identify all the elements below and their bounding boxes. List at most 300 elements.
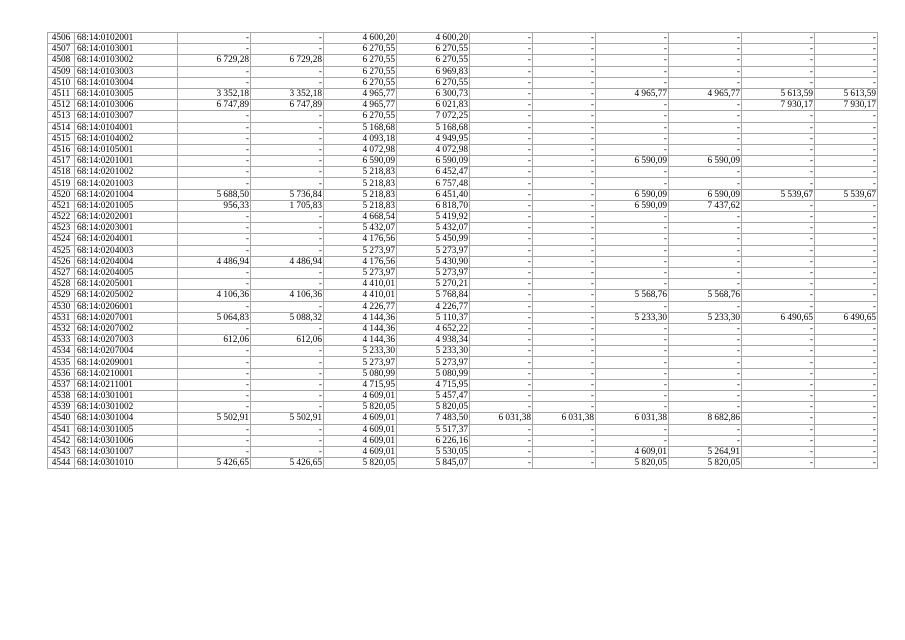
value-cell-1[interactable]: - [178,323,251,334]
value-cell-5[interactable]: - [470,379,533,390]
value-cell-7[interactable]: - [596,357,669,368]
value-cell-3[interactable]: 4 144,36 [324,312,397,323]
value-cell-1[interactable]: 4 106,36 [178,290,251,301]
value-cell-5[interactable]: - [470,357,533,368]
value-cell-8[interactable]: 5 264,91 [669,446,742,457]
cadastral-code-cell[interactable]: 68:14:0301005 [75,424,178,435]
row-number-cell[interactable]: 4528 [48,279,75,290]
value-cell-2[interactable]: 4 486,94 [251,256,324,267]
value-cell-8[interactable]: - [669,301,742,312]
value-cell-6[interactable]: - [533,44,596,55]
value-cell-10[interactable]: - [815,245,878,256]
value-cell-1[interactable]: - [178,133,251,144]
value-cell-10[interactable]: - [815,234,878,245]
value-cell-4[interactable]: 5 233,30 [397,346,470,357]
row-number-cell[interactable]: 4537 [48,379,75,390]
value-cell-7[interactable]: 6 590,09 [596,156,669,167]
value-cell-2[interactable]: - [251,446,324,457]
row-number-cell[interactable]: 4543 [48,446,75,457]
value-cell-1[interactable]: 5 426,65 [178,458,251,469]
value-cell-6[interactable]: - [533,200,596,211]
row-number-cell[interactable]: 4538 [48,391,75,402]
value-cell-10[interactable]: - [815,446,878,457]
value-cell-9[interactable]: - [742,144,815,155]
value-cell-9[interactable]: - [742,357,815,368]
value-cell-10[interactable]: - [815,256,878,267]
value-cell-5[interactable]: 6 031,38 [470,413,533,424]
value-cell-8[interactable]: - [669,55,742,66]
value-cell-5[interactable]: - [470,391,533,402]
value-cell-10[interactable]: - [815,33,878,44]
value-cell-9[interactable]: - [742,223,815,234]
value-cell-3[interactable]: 5 233,30 [324,346,397,357]
value-cell-5[interactable]: - [470,312,533,323]
value-cell-2[interactable]: 5 502,91 [251,413,324,424]
value-cell-1[interactable]: - [178,446,251,457]
value-cell-9[interactable]: - [742,111,815,122]
value-cell-1[interactable]: 4 486,94 [178,256,251,267]
value-cell-8[interactable]: - [669,346,742,357]
value-cell-6[interactable]: - [533,323,596,334]
value-cell-8[interactable]: - [669,133,742,144]
value-cell-9[interactable]: - [742,368,815,379]
row-number-cell[interactable]: 4513 [48,111,75,122]
value-cell-3[interactable]: 4 144,36 [324,323,397,334]
row-number-cell[interactable]: 4517 [48,156,75,167]
value-cell-8[interactable]: - [669,435,742,446]
value-cell-8[interactable]: 6 590,09 [669,156,742,167]
value-cell-9[interactable]: - [742,267,815,278]
row-number-cell[interactable]: 4523 [48,223,75,234]
value-cell-9[interactable]: - [742,66,815,77]
value-cell-2[interactable]: - [251,212,324,223]
row-number-cell[interactable]: 4531 [48,312,75,323]
row-number-cell[interactable]: 4529 [48,290,75,301]
value-cell-2[interactable]: - [251,144,324,155]
value-cell-2[interactable]: 6 747,89 [251,100,324,111]
value-cell-1[interactable]: - [178,424,251,435]
value-cell-9[interactable]: - [742,424,815,435]
value-cell-7[interactable]: - [596,279,669,290]
value-cell-9[interactable]: - [742,335,815,346]
row-number-cell[interactable]: 4544 [48,458,75,469]
cadastral-code-cell[interactable]: 68:14:0103001 [75,44,178,55]
value-cell-8[interactable]: 7 437,62 [669,200,742,211]
value-cell-8[interactable]: 5 820,05 [669,458,742,469]
value-cell-7[interactable]: - [596,55,669,66]
value-cell-4[interactable]: 6 818,70 [397,200,470,211]
value-cell-2[interactable]: - [251,234,324,245]
value-cell-3[interactable]: 4 609,01 [324,446,397,457]
cadastral-code-cell[interactable]: 68:14:0103006 [75,100,178,111]
row-number-cell[interactable]: 4539 [48,402,75,413]
value-cell-1[interactable]: - [178,156,251,167]
value-cell-6[interactable]: - [533,111,596,122]
value-cell-9[interactable]: - [742,200,815,211]
value-cell-4[interactable]: 5 820,05 [397,402,470,413]
value-cell-5[interactable]: - [470,335,533,346]
value-cell-4[interactable]: 5 419,92 [397,212,470,223]
value-cell-8[interactable]: 5 568,76 [669,290,742,301]
value-cell-1[interactable]: - [178,178,251,189]
value-cell-7[interactable]: - [596,133,669,144]
value-cell-2[interactable]: - [251,178,324,189]
value-cell-4[interactable]: 5 080,99 [397,368,470,379]
value-cell-4[interactable]: 5 273,97 [397,357,470,368]
cadastral-code-cell[interactable]: 68:14:0102001 [75,33,178,44]
value-cell-4[interactable]: 5 845,07 [397,458,470,469]
value-cell-6[interactable]: - [533,256,596,267]
value-cell-10[interactable]: - [815,368,878,379]
value-cell-6[interactable]: - [533,301,596,312]
row-number-cell[interactable]: 4526 [48,256,75,267]
value-cell-10[interactable]: - [815,391,878,402]
cadastral-code-cell[interactable]: 68:14:0205001 [75,279,178,290]
value-cell-1[interactable]: - [178,346,251,357]
value-cell-3[interactable]: 4 609,01 [324,391,397,402]
cadastral-code-cell[interactable]: 68:14:0201001 [75,156,178,167]
value-cell-5[interactable]: - [470,458,533,469]
row-number-cell[interactable]: 4516 [48,144,75,155]
value-cell-10[interactable]: - [815,212,878,223]
value-cell-2[interactable]: 612,06 [251,335,324,346]
value-cell-7[interactable]: 5 233,30 [596,312,669,323]
value-cell-6[interactable]: - [533,424,596,435]
value-cell-6[interactable]: - [533,55,596,66]
value-cell-7[interactable]: - [596,424,669,435]
cadastral-code-cell[interactable]: 68:14:0301010 [75,458,178,469]
value-cell-3[interactable]: 4 609,01 [324,435,397,446]
value-cell-3[interactable]: 5 218,83 [324,200,397,211]
value-cell-7[interactable]: 4 965,77 [596,88,669,99]
value-cell-2[interactable]: - [251,223,324,234]
value-cell-2[interactable]: - [251,391,324,402]
value-cell-3[interactable]: 5 820,05 [324,402,397,413]
value-cell-1[interactable]: 6 729,28 [178,55,251,66]
value-cell-8[interactable]: 8 682,86 [669,413,742,424]
value-cell-6[interactable]: - [533,335,596,346]
value-cell-1[interactable]: 5 688,50 [178,189,251,200]
value-cell-8[interactable]: 6 590,09 [669,189,742,200]
value-cell-5[interactable]: - [470,66,533,77]
cadastral-code-cell[interactable]: 68:14:0204004 [75,256,178,267]
value-cell-5[interactable]: - [470,189,533,200]
value-cell-8[interactable]: - [669,77,742,88]
value-cell-8[interactable]: - [669,424,742,435]
value-cell-6[interactable]: 6 031,38 [533,413,596,424]
row-number-cell[interactable]: 4527 [48,267,75,278]
value-cell-5[interactable]: - [470,111,533,122]
value-cell-7[interactable]: - [596,144,669,155]
value-cell-2[interactable]: - [251,245,324,256]
value-cell-6[interactable]: - [533,100,596,111]
value-cell-1[interactable]: 6 747,89 [178,100,251,111]
value-cell-7[interactable]: - [596,212,669,223]
value-cell-9[interactable]: - [742,234,815,245]
value-cell-8[interactable]: - [669,44,742,55]
value-cell-1[interactable]: 3 352,18 [178,88,251,99]
value-cell-5[interactable]: - [470,144,533,155]
value-cell-4[interactable]: 6 021,83 [397,100,470,111]
value-cell-3[interactable]: 5 218,83 [324,178,397,189]
value-cell-2[interactable]: - [251,267,324,278]
value-cell-4[interactable]: 5 168,68 [397,122,470,133]
value-cell-6[interactable]: - [533,77,596,88]
value-cell-8[interactable]: - [669,178,742,189]
value-cell-3[interactable]: 6 270,55 [324,66,397,77]
value-cell-1[interactable]: - [178,267,251,278]
value-cell-6[interactable]: - [533,379,596,390]
value-cell-1[interactable]: 5 502,91 [178,413,251,424]
value-cell-6[interactable]: - [533,178,596,189]
value-cell-7[interactable]: - [596,245,669,256]
value-cell-1[interactable]: - [178,77,251,88]
value-cell-6[interactable]: - [533,279,596,290]
value-cell-6[interactable]: - [533,66,596,77]
value-cell-3[interactable]: 4 668,54 [324,212,397,223]
value-cell-7[interactable]: - [596,301,669,312]
value-cell-1[interactable]: - [178,122,251,133]
value-cell-5[interactable]: - [470,33,533,44]
value-cell-8[interactable]: - [669,245,742,256]
row-number-cell[interactable]: 4533 [48,335,75,346]
value-cell-8[interactable]: - [669,122,742,133]
value-cell-5[interactable]: - [470,402,533,413]
value-cell-4[interactable]: 7 072,25 [397,111,470,122]
value-cell-7[interactable]: - [596,77,669,88]
value-cell-4[interactable]: 6 270,55 [397,77,470,88]
value-cell-4[interactable]: 6 969,83 [397,66,470,77]
row-number-cell[interactable]: 4508 [48,55,75,66]
value-cell-8[interactable]: - [669,335,742,346]
value-cell-10[interactable]: - [815,66,878,77]
value-cell-3[interactable]: 5 218,83 [324,189,397,200]
value-cell-1[interactable]: - [178,357,251,368]
cadastral-code-cell[interactable]: 68:14:0203001 [75,223,178,234]
value-cell-8[interactable]: - [669,111,742,122]
value-cell-9[interactable]: 5 613,59 [742,88,815,99]
value-cell-9[interactable]: - [742,346,815,357]
row-number-cell[interactable]: 4536 [48,368,75,379]
value-cell-3[interactable]: 4 965,77 [324,100,397,111]
value-cell-5[interactable]: - [470,200,533,211]
value-cell-7[interactable]: - [596,323,669,334]
value-cell-7[interactable]: - [596,111,669,122]
cadastral-code-cell[interactable]: 68:14:0104002 [75,133,178,144]
value-cell-5[interactable]: - [470,301,533,312]
value-cell-3[interactable]: 6 270,55 [324,55,397,66]
value-cell-10[interactable]: - [815,435,878,446]
value-cell-7[interactable]: - [596,66,669,77]
value-cell-1[interactable]: - [178,279,251,290]
value-cell-4[interactable]: 6 270,55 [397,44,470,55]
value-cell-3[interactable]: 4 226,77 [324,301,397,312]
value-cell-4[interactable]: 6 590,09 [397,156,470,167]
value-cell-9[interactable]: - [742,256,815,267]
value-cell-3[interactable]: 4 600,20 [324,33,397,44]
value-cell-3[interactable]: 5 218,83 [324,167,397,178]
value-cell-3[interactable]: 4 176,56 [324,256,397,267]
value-cell-1[interactable]: - [178,435,251,446]
value-cell-9[interactable]: - [742,391,815,402]
value-cell-7[interactable]: 4 609,01 [596,446,669,457]
value-cell-10[interactable]: - [815,402,878,413]
cadastral-code-cell[interactable]: 68:14:0103007 [75,111,178,122]
value-cell-10[interactable]: - [815,44,878,55]
value-cell-5[interactable]: - [470,156,533,167]
value-cell-9[interactable]: 5 539,67 [742,189,815,200]
value-cell-8[interactable]: - [669,323,742,334]
value-cell-4[interactable]: 4 226,77 [397,301,470,312]
value-cell-5[interactable]: - [470,100,533,111]
value-cell-1[interactable]: - [178,301,251,312]
row-number-cell[interactable]: 4534 [48,346,75,357]
value-cell-4[interactable]: 5 432,07 [397,223,470,234]
value-cell-4[interactable]: 4 715,95 [397,379,470,390]
row-number-cell[interactable]: 4522 [48,212,75,223]
row-number-cell[interactable]: 4518 [48,167,75,178]
cadastral-code-cell[interactable]: 68:14:0103002 [75,55,178,66]
value-cell-6[interactable]: - [533,435,596,446]
row-number-cell[interactable]: 4525 [48,245,75,256]
value-cell-8[interactable]: 4 965,77 [669,88,742,99]
value-cell-5[interactable]: - [470,122,533,133]
value-cell-3[interactable]: 4 965,77 [324,88,397,99]
row-number-cell[interactable]: 4521 [48,200,75,211]
value-cell-9[interactable]: - [742,279,815,290]
value-cell-10[interactable]: - [815,167,878,178]
value-cell-7[interactable]: - [596,267,669,278]
value-cell-4[interactable]: 4 072,98 [397,144,470,155]
value-cell-10[interactable]: - [815,267,878,278]
value-cell-6[interactable]: - [533,245,596,256]
value-cell-5[interactable]: - [470,279,533,290]
cadastral-code-cell[interactable]: 68:14:0211001 [75,379,178,390]
value-cell-7[interactable]: - [596,234,669,245]
value-cell-6[interactable]: - [533,357,596,368]
value-cell-3[interactable]: 5 168,68 [324,122,397,133]
cadastral-code-cell[interactable]: 68:14:0201002 [75,167,178,178]
value-cell-5[interactable]: - [470,167,533,178]
value-cell-1[interactable]: - [178,212,251,223]
value-cell-4[interactable]: 6 452,47 [397,167,470,178]
value-cell-4[interactable]: 6 226,16 [397,435,470,446]
value-cell-6[interactable]: - [533,223,596,234]
value-cell-2[interactable]: - [251,122,324,133]
value-cell-10[interactable]: - [815,223,878,234]
value-cell-8[interactable]: - [669,100,742,111]
value-cell-6[interactable]: - [533,446,596,457]
value-cell-5[interactable]: - [470,178,533,189]
value-cell-4[interactable]: 4 938,34 [397,335,470,346]
value-cell-2[interactable]: - [251,435,324,446]
value-cell-2[interactable]: - [251,279,324,290]
value-cell-8[interactable]: - [669,33,742,44]
value-cell-6[interactable]: - [533,156,596,167]
value-cell-1[interactable]: - [178,111,251,122]
value-cell-7[interactable]: 5 568,76 [596,290,669,301]
value-cell-6[interactable]: - [533,391,596,402]
value-cell-3[interactable]: 6 590,09 [324,156,397,167]
row-number-cell[interactable]: 4506 [48,33,75,44]
value-cell-10[interactable]: - [815,357,878,368]
value-cell-9[interactable]: - [742,379,815,390]
value-cell-2[interactable]: - [251,156,324,167]
value-cell-4[interactable]: 4 600,20 [397,33,470,44]
value-cell-9[interactable]: - [742,413,815,424]
value-cell-5[interactable]: - [470,88,533,99]
cadastral-code-cell[interactable]: 68:14:0207002 [75,323,178,334]
value-cell-9[interactable]: - [742,435,815,446]
value-cell-2[interactable]: - [251,346,324,357]
cadastral-code-cell[interactable]: 68:14:0207003 [75,335,178,346]
value-cell-8[interactable]: - [669,66,742,77]
value-cell-2[interactable]: - [251,323,324,334]
value-cell-9[interactable]: - [742,133,815,144]
value-cell-8[interactable]: - [669,234,742,245]
value-cell-6[interactable]: - [533,133,596,144]
value-cell-4[interactable]: 5 110,37 [397,312,470,323]
cadastral-code-cell[interactable]: 68:14:0103005 [75,88,178,99]
value-cell-5[interactable]: - [470,290,533,301]
cadastral-code-cell[interactable]: 68:14:0301002 [75,402,178,413]
value-cell-7[interactable]: - [596,335,669,346]
value-cell-6[interactable]: - [533,33,596,44]
value-cell-5[interactable]: - [470,77,533,88]
value-cell-5[interactable]: - [470,223,533,234]
value-cell-9[interactable]: - [742,458,815,469]
value-cell-8[interactable]: 5 233,30 [669,312,742,323]
row-number-cell[interactable]: 4507 [48,44,75,55]
value-cell-5[interactable]: - [470,323,533,334]
value-cell-3[interactable]: 5 273,97 [324,245,397,256]
value-cell-1[interactable]: - [178,234,251,245]
value-cell-4[interactable]: 6 757,48 [397,178,470,189]
cadastral-code-cell[interactable]: 68:14:0201004 [75,189,178,200]
value-cell-7[interactable]: - [596,178,669,189]
value-cell-7[interactable]: 5 820,05 [596,458,669,469]
value-cell-8[interactable]: - [669,256,742,267]
value-cell-5[interactable]: - [470,234,533,245]
value-cell-4[interactable]: 5 768,84 [397,290,470,301]
cadastral-code-cell[interactable]: 68:14:0103003 [75,66,178,77]
value-cell-4[interactable]: 5 270,21 [397,279,470,290]
value-cell-1[interactable]: 956,33 [178,200,251,211]
value-cell-1[interactable]: 612,06 [178,335,251,346]
value-cell-5[interactable]: - [470,446,533,457]
value-cell-10[interactable]: - [815,379,878,390]
value-cell-8[interactable]: - [669,402,742,413]
value-cell-4[interactable]: 5 430,90 [397,256,470,267]
value-cell-2[interactable]: - [251,368,324,379]
value-cell-4[interactable]: 6 300,73 [397,88,470,99]
value-cell-6[interactable]: - [533,267,596,278]
value-cell-9[interactable]: - [742,77,815,88]
value-cell-10[interactable]: 5 613,59 [815,88,878,99]
value-cell-10[interactable]: - [815,413,878,424]
value-cell-3[interactable]: 4 410,01 [324,290,397,301]
value-cell-3[interactable]: 4 410,01 [324,279,397,290]
cadastral-code-cell[interactable]: 68:14:0103004 [75,77,178,88]
value-cell-9[interactable]: - [742,55,815,66]
value-cell-9[interactable]: - [742,323,815,334]
value-cell-3[interactable]: 5 273,97 [324,267,397,278]
value-cell-2[interactable]: - [251,33,324,44]
value-cell-9[interactable]: - [742,178,815,189]
value-cell-7[interactable]: - [596,379,669,390]
value-cell-4[interactable]: 5 517,37 [397,424,470,435]
cadastral-code-cell[interactable]: 68:14:0301001 [75,391,178,402]
